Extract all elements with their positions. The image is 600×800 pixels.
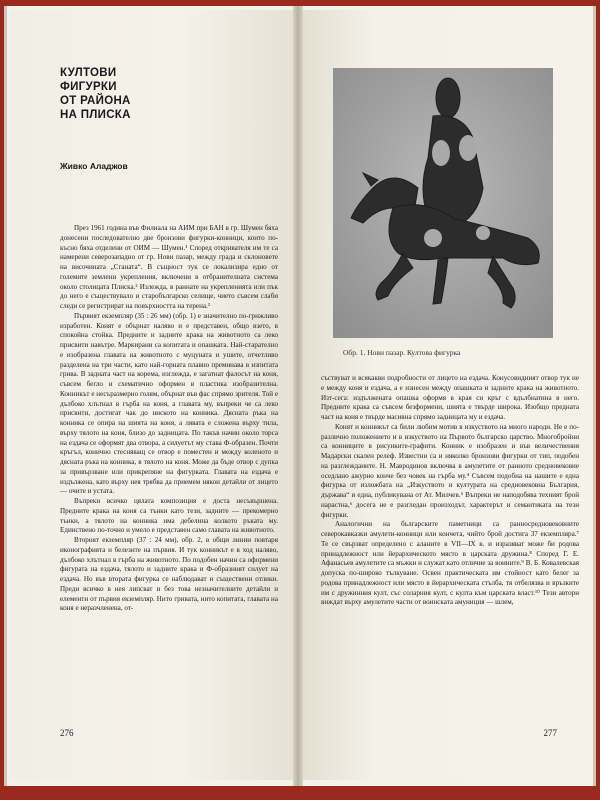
paragraph: съствуват и всякакви подробности от лицето на ездача. Конусовидният отвор тук не е между коня и ездача, а е изнесен между опашката и задните крака на животното. Изт-сега: издължената опашка оформя в края си кръг с вдълбнатина в него. Предните крака са съвсем безформени, шията е твърде широка. Изобщо предната част на коня е твърде масивна спрямо задницата му и ездача. <box>321 374 579 421</box>
left-page <box>10 10 293 780</box>
paragraph: Въпреки всичко цялата композиция е доста несъвършена. Предните крака на коня са тънки като тези, задните — прекомерно тънки, а тялото на конника има дебелина колкото ръката му. Единствено по-точно и умело е представен само главата на животното. <box>60 497 278 535</box>
right-page <box>303 10 590 780</box>
page-edge-right <box>593 6 596 786</box>
page-number-right: 277 <box>543 728 557 738</box>
paragraph: Аналогични на българските паметници са ранносредновековните северокавказки амулети-конници или кончета, чийто брой достига 37 екземпляра.⁷ Те се свързват определено с аланите в VII—IX в. и изразяват може би родова принадлежност или йерархическото място в царската дружина.⁸ Според Г. Е. Афанасьев амулетите са мъжки и служат като отличие за воините.⁹ В. Б. Ковалевская допуска по-широко тълкуване. Освен практическата им стойност като белег за родова принадлежност или място в йерархическата стълба, тя отбелязва и връзките им с дружинния култ, със соларния култ, с култа към царската власт.¹⁰ Тези автори виждат върху амулетите части от воинската амуниция — шлем, <box>321 520 579 607</box>
figurine-photo <box>333 68 553 338</box>
page-edge-left <box>4 6 7 786</box>
paragraph: Конят и конникът са били любим мотив в изкуството на много народи. Не е по-различно положението и в изкуството на Първото българско царство. Многобройни са конниците в рисунките-графити. Конник е изобразен и във величествения Мадарски скален релеф. Известни са и няколко бронзови фигурки от тип, подобен на разглежданите. Н. Мавродинов включва в амулетите от ранното средновековие оседлано ажурно конче без човек на гърба му.⁴ Съвсем подобна на нашите е една фигурка от изложбата на „Изкуството и културата на средновековна България, държава“ и една, публикувана от Ат. Милчев.⁵ Въпреки не наподобява техният брой нарастна,⁶ досега не е разгледан произходът, характерът и семантиката на тези фигурки. <box>321 422 579 519</box>
title-line: КУЛТОВИ <box>60 67 117 79</box>
article-title <box>60 66 131 122</box>
figure-caption: Обр. 1. Нови пазар. Култова фигурка <box>343 348 461 357</box>
horse-rider-figurine-image <box>333 68 553 338</box>
paragraph: Първият екземпляр (35 : 26 мм) (обр. 1) е значително по-грижливо изработен. Конят е обърнат наляво и е представен, общо взето, в спокойна стойка. Предните и задните крака на животното са леко присвити навътре. Маркирани са копитата и опашката. Най-старателно е изобразена главата на животното с муцуната и ушите, отчетливо разделена на три части, като най-горната плавно преминава в изпитата грива. В задната част на корема, изглежда, е загатнат фалосът на коня, съвсем бегло и схематично оформен в пластика изобразителна. Конникът е несъразмерно голям, обърнат във фас спрямо зрителя. Той е дълбоко хлътнал в гърба на коня, а главата му, въпреки че са леко присвити, достигат чак до ниското на конника. Дясната ръка на конника се опира на шията на коня, а лявата е сложена върху тила, върху тялото на коня, близо до задницата. По такъв начин около торса на ездача се оформят два отвора, а силуетът му става Ф-образен. Почти кръгъл, конично стесняващ се отвор е поместен и между коленото и дясната ръка на конника, в тялото на коня. Може да бъде отвор с дупка за привързване или прикрепяне на фигурката. Главата на ездача е издължена, като върху нея трябва да приемем някои детайли от лицето — очите и устата. <box>60 311 278 496</box>
paragraph: Вторият екземпляр (37 : 24 мм), обр. 2, в общи линии повтаря иконографията и белезите на първия. И тук конникът е в ход наляво, дълбоко хлътнал в гърба на животното. По подобен начин са оформени фигурата на ездача, тялото и задните крака и Ф-образният силует на ездача. Но във втората фигурка се наблюдават и съществени отлики. Преди всичко в нея липсват и без това незначителните детайли и елементи от първия екземпляр. Нито гривата, нито копитата, главата на коня е неразчленена, от- <box>60 536 278 613</box>
author-name: Живко Аладжов <box>60 161 128 171</box>
title-line: ФИГУРКИ <box>60 81 117 93</box>
title-line: ОТ РАЙОНА <box>60 95 131 107</box>
right-body-text <box>321 374 579 608</box>
paragraph: През 1961 година във Филиала на АИМ при БАН в гр. Шумен бяха донесени последователно две бронзови фигурки-конници, които по-късно бяха отделени от ОИМ — Шумен.¹ Според откривателя им те са намерени северозападно от гр. Нови пазар, между града и склоновете на височината „Сганата“. В същност тук се локализира едно от големите землени укрепления, включени в отбранителната система около столицата Плиска.² Излежда, в раннате на укрепленията или пък до него е съществувало и старобългарско селище, чието съвсем слаби следи се регистрират на повърхността на терена.³ <box>60 224 278 310</box>
book-gutter <box>293 6 303 786</box>
page-number-left: 276 <box>60 728 74 738</box>
title-line: НА ПЛИСКА <box>60 109 131 121</box>
left-body-text <box>60 224 278 614</box>
